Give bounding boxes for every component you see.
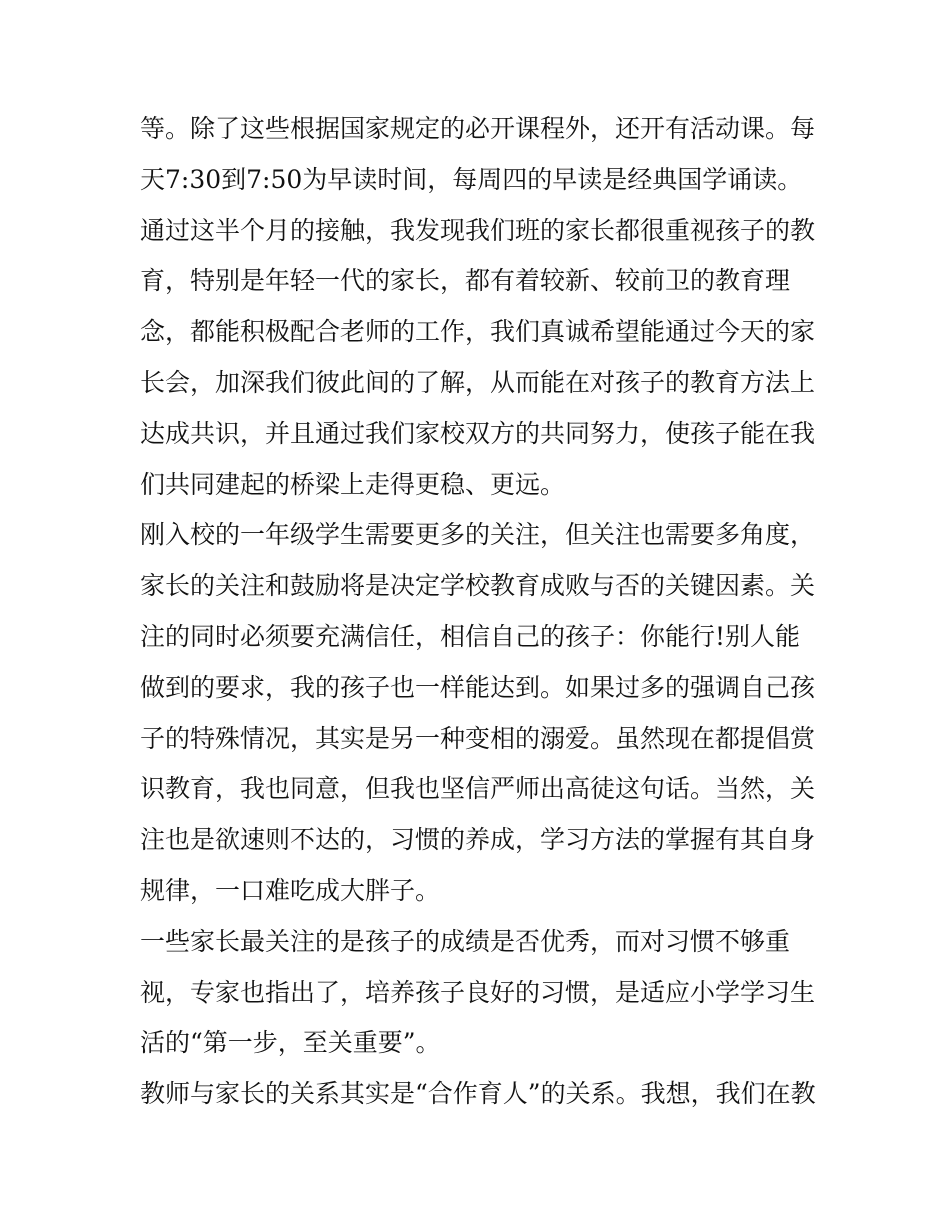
text-line: 达成共识，并且通过我们家校双方的共同努力，使孩子能在我	[140, 418, 816, 448]
text-line: 通过这半个月的接触，我发现我们班的家长都很重视孩子的教	[140, 215, 816, 245]
text-line: 活的“第一步，至关重要”。	[140, 1028, 441, 1058]
text-line: 做到的要求，我的孩子也一样能达到。如果过多的强调自己孩	[140, 672, 816, 702]
text-line: 天7:30到7:50为早读时间，每周四的早读是经典国学诵读。	[140, 164, 803, 194]
text-line: 们共同建起的桥梁上走得更稳、更远。	[140, 469, 566, 499]
text-line: 教师与家长的关系其实是“合作育人”的关系。我想，我们在教	[140, 1079, 816, 1109]
text-line: 家长的关注和鼓励将是决定学校教育成败与否的关键因素。关	[140, 571, 816, 601]
text-line: 子的特殊情况，其实是另一种变相的溺爱。虽然现在都提倡赏	[140, 723, 816, 753]
text-line: 视，专家也指出了，培养孩子良好的习惯，是适应小学学习生	[140, 977, 816, 1007]
text-line: 一些家长最关注的是孩子的成绩是否优秀，而对习惯不够重	[140, 926, 791, 956]
text-line: 育，特别是年轻一代的家长，都有着较新、较前卫的教育理	[140, 266, 791, 296]
document-body	[140, 104, 820, 1120]
text-line: 长会，加深我们彼此间的了解，从而能在对孩子的教育方法上	[140, 367, 816, 397]
text-line: 注的同时必须要充满信任，相信自己的孩子：你能行!别人能	[140, 621, 801, 651]
text-line: 注也是欲速则不达的，习惯的养成，学习方法的掌握有其自身	[140, 825, 816, 855]
text-line: 识教育，我也同意，但我也坚信严师出高徒这句话。当然，关	[140, 774, 816, 804]
text-line: 等。除了这些根据国家规定的必开课程外，还开有活动课。每	[140, 114, 816, 143]
text-line: 刚入校的一年级学生需要更多的关注，但关注也需要多角度，	[140, 520, 816, 550]
text-line: 念，都能积极配合老师的工作，我们真诚希望能通过今天的家	[140, 317, 816, 347]
text-line: 规律，一口难吃成大胖子。	[140, 875, 441, 905]
